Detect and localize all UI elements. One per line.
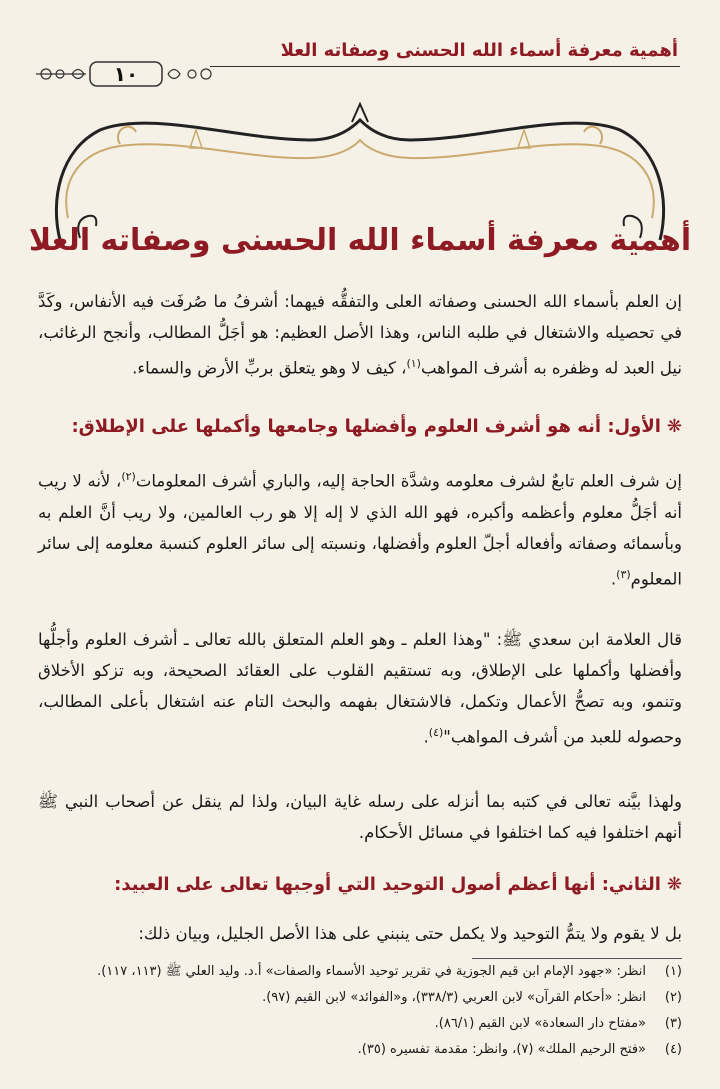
footnote-item bbox=[38, 1014, 682, 1034]
companions-paragraph: ولهذا بيَّنه تعالى في كتبه بما أنزله على رسله غاية البيان، ولذا لم ينقل عن أصحاب النبي ﷺ أنهم اختلفوا فيه كما اختلفوا في مسائل الأحكام. bbox=[38, 792, 682, 842]
star-bullet-icon: ❋ bbox=[666, 874, 682, 895]
second-paragraph: بل لا يقوم ولا يتمُّ التوحيد ولا يكمل حتى ينبني على هذا الأصل الجليل، وبيان ذلك: bbox=[138, 924, 682, 943]
footnote-ref-4: (٤) bbox=[428, 726, 444, 739]
quote-tail: . bbox=[423, 727, 429, 747]
quote-paragraph bbox=[38, 624, 682, 753]
intro-text: إن العلم بأسماء الله الحسنى وصفاته العلى والتفقُّه فيهما: أشرفُ ما صُرفَت فيه الأنفاس، وكَدَّ في تحصيله والاشتغال في طلبه الناس، وهذا الأصل العظيم: هو أجَلُّ المطالب، وأنجح الرغائب، نيل العبد له وظفره به أشرف المواهب bbox=[38, 292, 682, 378]
footnote-item bbox=[38, 1040, 682, 1060]
first-paragraph-text-c: . bbox=[610, 569, 617, 588]
footnote-number: (٣) bbox=[664, 1016, 682, 1031]
footnote-text: «فتح الرحيم الملك» (٧)، وانظر: مقدمة تفسيره (٣٥). bbox=[357, 1042, 646, 1057]
first-heading bbox=[38, 416, 682, 437]
page-number: ١٠ bbox=[113, 62, 139, 86]
second-heading-text: الثاني: أنها أعظم أصول التوحيد التي أوجبها تعالى على العبيد: bbox=[114, 874, 661, 895]
first-paragraph bbox=[38, 461, 682, 594]
star-bullet-icon: ❋ bbox=[666, 416, 682, 437]
footnote-text: انظر: «جهود الإمام ابن قيم الجوزية في تقرير توحيد الأسماء والصفات» أ.د. وليد العلي ﷺ (١١٣، ١١٧). bbox=[97, 964, 646, 979]
intro-paragraph bbox=[38, 286, 682, 384]
first-paragraph-text-b: ، لأنه لا ريب أنه أجَلُّ معلوم وأعظمه وأكبره، فهو الله الذي لا إله إلا هو رب العالمين، ولا ريب أنَّ العلم به وبأسمائه وصفاته وأفعاله أجلّ العلوم وأفضلها، ونسبته إلى سائر العلوم كنسبة معلومه إلى سائر المعلوم bbox=[38, 471, 682, 588]
footnote-number: (١) bbox=[664, 964, 682, 979]
footnote-item bbox=[38, 988, 682, 1008]
footnote-rule bbox=[472, 958, 682, 959]
chapter-title: أهمية معرفة أسماء الله الحسنى وصفاته العلا bbox=[28, 223, 692, 258]
footnote-ref-1: (١) bbox=[406, 357, 421, 370]
first-paragraph-text-a: إن شرف العلم تابعٌ لشرف معلومه وشدَّة الحاجة إليه، والباري أشرف المعلومات bbox=[135, 471, 683, 491]
footnote-number: (٢) bbox=[664, 990, 682, 1005]
footnote-ref-2: (٢) bbox=[121, 470, 136, 483]
page-number-ornament bbox=[36, 61, 216, 87]
header-rule bbox=[210, 66, 680, 67]
footnote-text: «مفتاح دار السعادة» لابن القيم (٨٦/١). bbox=[434, 1016, 646, 1031]
intro-tail: ، كيف لا وهو يتعلق بربِّ الأرض والسماء. bbox=[132, 358, 407, 378]
footnote-text: انظر: «أحكام القرآن» لابن العربي (٣٣٨/٣)، و«الفوائد» لابن القيم (٩٧). bbox=[262, 990, 646, 1005]
second-heading bbox=[38, 874, 682, 895]
first-heading-text: الأول: أنه هو أشرف العلوم وأفضلها وجامعها وأكملها على الإطلاق: bbox=[71, 416, 661, 437]
footnote-ref-3: (٣) bbox=[616, 567, 631, 581]
quote-text: قال العلامة ابن سعدي ﷺ: "وهذا العلم ـ وهو العلم المتعلق بالله تعالى ـ أشرف العلوم وأجلُّها وأفضلها وأكملها على الإطلاق، وبه تستقيم القلوب على العقائد الصحيحة، وبه تزكو الأخلاق وتنمو، وبه تصحُّ الأعمال وتكمل، فالاشتغال بفهمه والبحث التام عنه اشتغال بأعلى المطالب، وحصوله للعبد من أشرف المواهب" bbox=[38, 630, 682, 747]
footnote-item bbox=[38, 962, 682, 982]
running-title: أهمية معرفة أسماء الله الحسنى وصفاته العلا bbox=[280, 40, 678, 61]
footnote-number: (٤) bbox=[664, 1042, 682, 1057]
